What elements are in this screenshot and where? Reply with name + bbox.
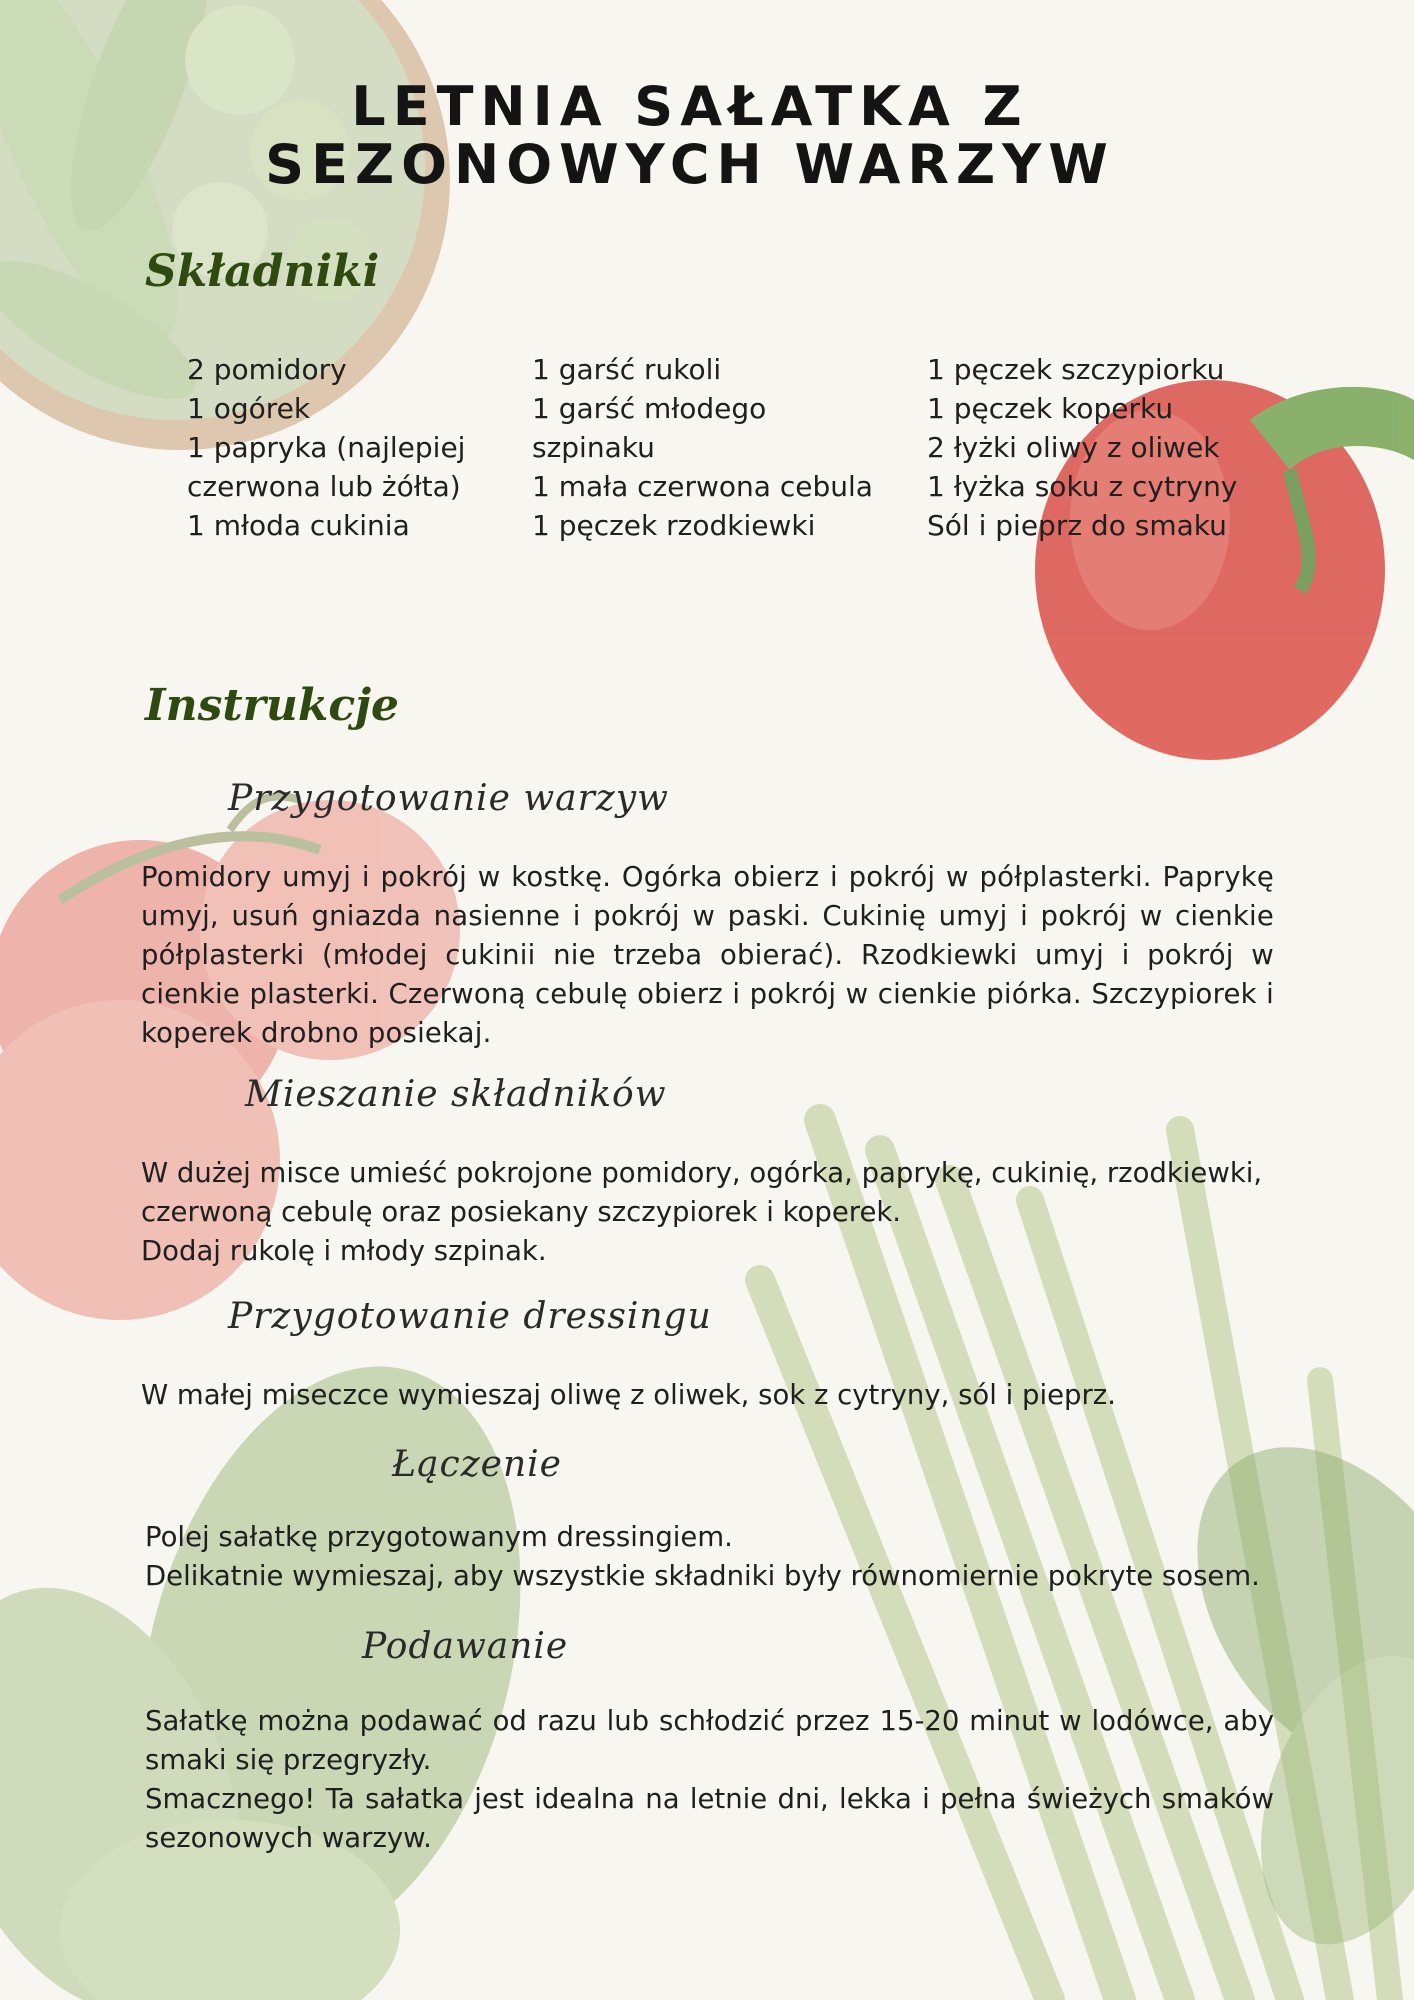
ingredient-item: 1 łyżka soku z cytryny xyxy=(927,470,1238,503)
ingredient-item: 1 garść młodego szpinaku xyxy=(532,392,767,464)
ingredient-item: 1 pęczek szczypiorku xyxy=(927,353,1225,386)
ingredient-item: 1 garść rukoli xyxy=(532,353,722,386)
step-text xyxy=(145,1702,1274,1858)
step-line: Dodaj rukolę i młody szpinak. xyxy=(141,1235,547,1267)
step-text xyxy=(145,1518,1278,1596)
step-text xyxy=(141,1154,1274,1271)
step-line: Smacznego! Ta sałatka jest idealna na letnie dni, lekka i pełna świeżych smaków sezonowych warzyw. xyxy=(145,1783,1274,1854)
ingredient-item: 2 łyżki oliwy z oliwek xyxy=(927,431,1220,464)
step-text xyxy=(141,858,1274,1053)
step-line: Delikatnie wymieszaj, aby wszystkie składniki były równomiernie pokryte sosem. xyxy=(145,1560,1260,1592)
ingredients-column-2 xyxy=(532,350,892,545)
ingredient-item: 1 papryka (najlepiej czerwona lub żółta) xyxy=(187,431,466,503)
ingredients-column-1 xyxy=(187,350,487,545)
ingredient-item: 2 pomidory xyxy=(187,353,347,386)
step-line: Polej sałatkę przygotowanym dressingiem. xyxy=(145,1521,733,1553)
ingredient-item: 1 mała czerwona cebula xyxy=(532,470,873,503)
ingredient-item: Sól i pieprz do smaku xyxy=(927,509,1227,542)
step-title: Podawanie xyxy=(362,1626,569,1667)
step-line: W dużej misce umieść pokrojone pomidory, ogórka, paprykę, cukinię, rzodkiewki, czerwoną cebulę oraz posiekany szczypiorek i koperek. xyxy=(141,1157,1263,1228)
instructions-heading: Instrukcje xyxy=(145,680,400,731)
step-title: Mieszanie składników xyxy=(245,1074,667,1115)
step-title: Łączenie xyxy=(392,1444,562,1485)
ingredient-item: 1 młoda cukinia xyxy=(187,509,410,542)
step-title: Przygotowanie warzyw xyxy=(228,778,669,819)
step-line: Sałatkę można podawać od razu lub schłodzić przez 15-20 minut w lodówce, aby smaki się przegryzły. xyxy=(145,1705,1274,1776)
ingredients-heading: Składniki xyxy=(145,246,380,297)
recipe-title: LETNIA SAŁATKA Z SEZONOWYCH WARZYW xyxy=(265,75,1115,196)
ingredient-item: 1 pęczek rzodkiewki xyxy=(532,509,816,542)
step-title: Przygotowanie dressingu xyxy=(228,1296,712,1337)
step-line: W małej miseczce wymieszaj oliwę z oliwek, sok z cytryny, sól i pieprz. xyxy=(141,1379,1116,1411)
ingredient-item: 1 ogórek xyxy=(187,392,311,425)
step-text xyxy=(141,1376,1274,1415)
step-line: Pomidory umyj i pokrój w kostkę. Ogórka obierz i pokrój w półplasterki. Paprykę umyj, usuń gniazda nasienne i pokrój w paski. Cukinię umyj i pokrój w cienkie półplasterki (młodej cukinii nie trzeba obierać). Rzodkiewki umyj i pokrój w cienkie plasterki. Czerwoną cebulę obierz i pokrój w cienkie piórka. Szczypiorek i koperek drobno posiekaj. xyxy=(141,861,1274,1049)
ingredient-item: 1 pęczek koperku xyxy=(927,392,1174,425)
ingredients-column-3 xyxy=(927,350,1287,545)
